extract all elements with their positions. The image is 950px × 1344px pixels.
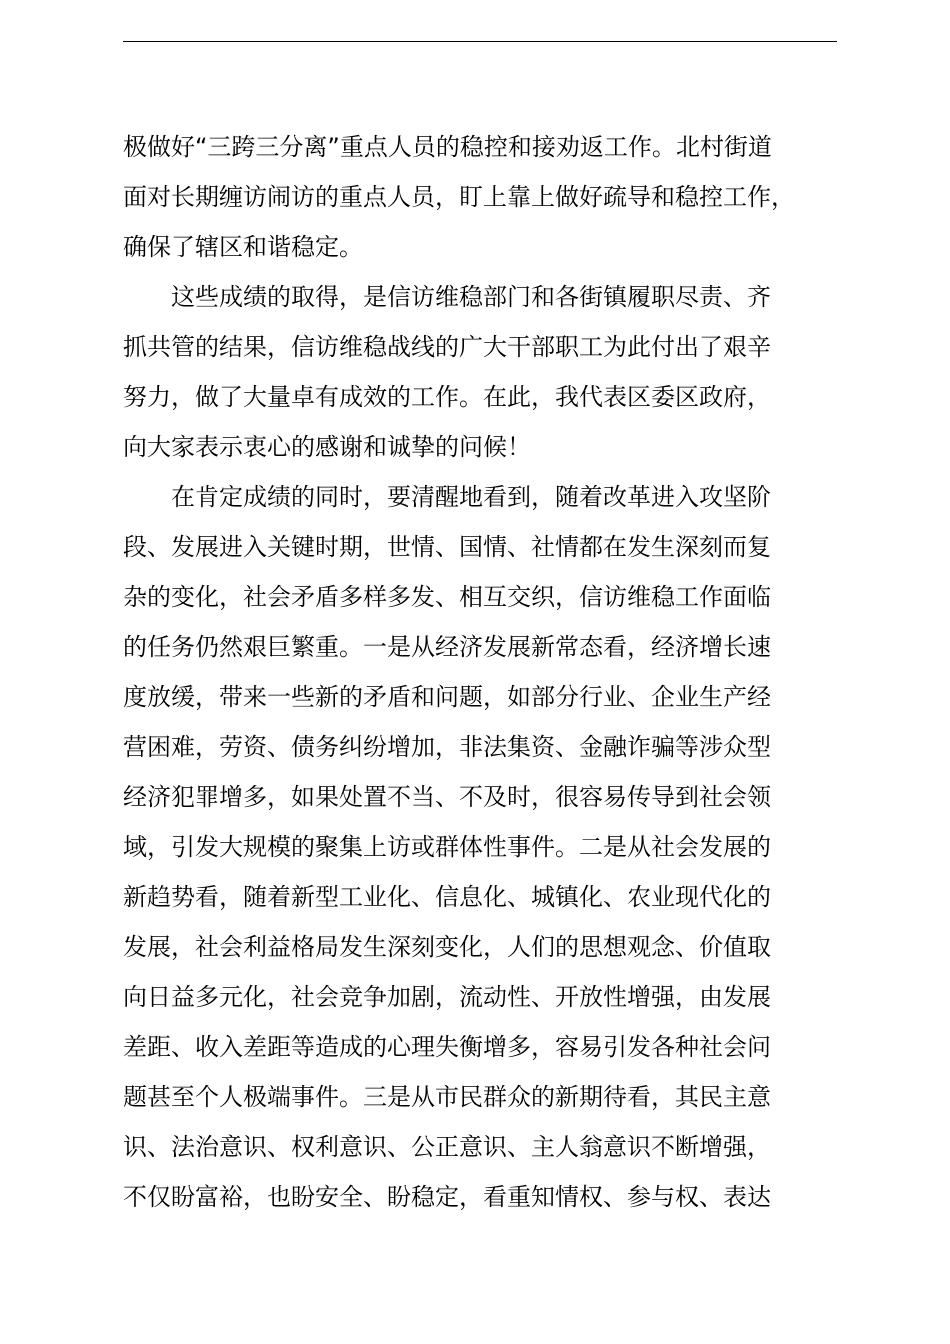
text-line: 在肯定成绩的同时，要清醒地看到，随着改革进入攻坚阶	[171, 483, 771, 511]
text-line: 段、发展进入关键时期，世情、国情、社情都在发生深刻而复	[123, 533, 771, 561]
text-line: 努力，做了大量卓有成效的工作。在此，我代表区委区政府，	[123, 383, 771, 411]
text-line: 不仅盼富裕，也盼安全、盼稳定，看重知情权、参与权、表达	[123, 1183, 771, 1211]
text-line: 域，引发大规模的聚集上访或群体性事件。二是从社会发展的	[123, 833, 771, 861]
text-line: 极做好“三跨三分离”重点人员的稳控和接劝返工作。北村街道	[123, 133, 772, 161]
text-line: 抓共管的结果，信访维稳战线的广大干部职工为此付出了艰辛	[123, 333, 771, 361]
text-line: 的任务仍然艰巨繁重。一是从经济发展新常态看，经济增长速	[123, 633, 771, 661]
text-line: 新趋势看，随着新型工业化、信息化、城镇化、农业现代化的	[123, 883, 771, 911]
text-line: 经济犯罪增多，如果处置不当、不及时，很容易传导到社会领	[123, 783, 771, 811]
text-line: 发展，社会利益格局发生深刻变化，人们的思想观念、价值取	[123, 933, 771, 961]
text-line: 面对长期缠访闹访的重点人员，盯上靠上做好疏导和稳控工作，	[123, 183, 795, 211]
text-line: 这些成绩的取得，是信访维稳部门和各街镇履职尽责、齐	[171, 283, 771, 311]
header-rule	[123, 41, 837, 42]
text-line: 识、法治意识、权利意识、公正意识、主人翁意识不断增强，	[123, 1133, 771, 1161]
text-line: 度放缓，带来一些新的矛盾和问题，如部分行业、企业生产经	[123, 683, 771, 711]
text-line: 差距、收入差距等造成的心理失衡增多，容易引发各种社会问	[123, 1033, 771, 1061]
body-text	[123, 122, 837, 1222]
text-line: 向大家表示衷心的感谢和诚挚的问候！	[123, 433, 531, 461]
text-line: 题甚至个人极端事件。三是从市民群众的新期待看，其民主意	[123, 1083, 771, 1111]
text-line: 杂的变化，社会矛盾多样多发、相互交织，信访维稳工作面临	[123, 583, 771, 611]
text-line: 营困难，劳资、债务纠纷增加，非法集资、金融诈骗等涉众型	[123, 733, 771, 761]
text-line: 向日益多元化，社会竞争加剧，流动性、开放性增强，由发展	[123, 983, 771, 1011]
text-line: 确保了辖区和谐稳定。	[123, 233, 363, 261]
